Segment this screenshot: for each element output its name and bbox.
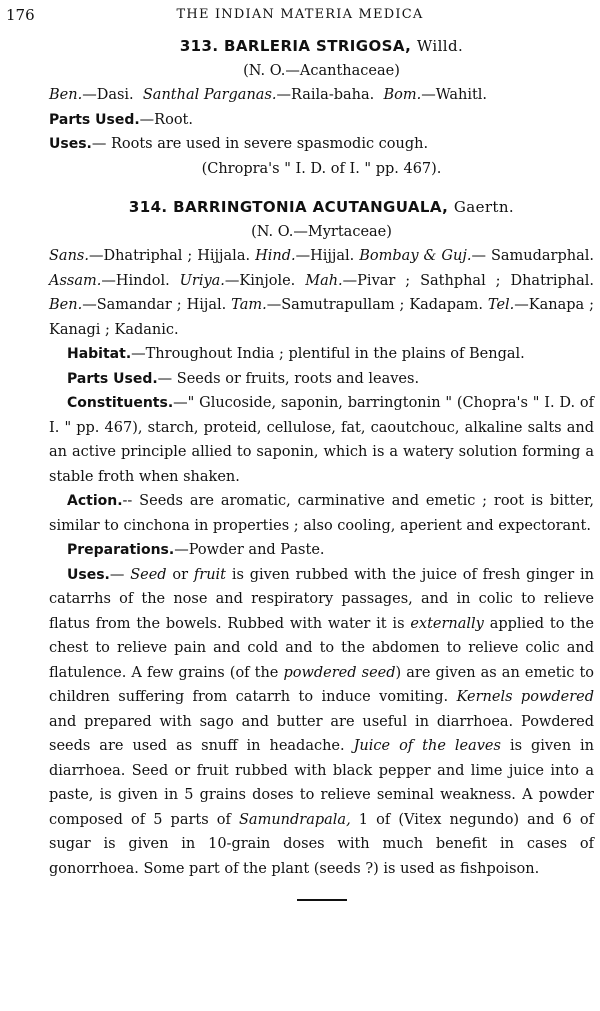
entry-314-name: BARRINGTONIA ACUTANGUALA, [173,198,449,216]
uses-italic-kernels: Kernels powdered [456,689,594,705]
name-label-uriya: Uriya. [179,272,225,289]
name-value-sans: —Dhatriphal ; Hijjala. [88,248,256,264]
uses-italic-seed: Seed [130,566,167,583]
uses-label: Uses. [49,136,92,152]
entry-313-heading [49,34,594,59]
uses-italic-juice: Juice of the leaves [353,738,501,754]
name-label-tam: Tam. [231,297,267,313]
end-rule [297,899,347,901]
uses-label: Uses. [67,566,110,583]
uses-text-4: applied to the chest to relieve pain and cold and to the abdomen to relieve colic and flatulence. A few grains (of the [49,615,594,681]
action-label: Action. [67,493,123,509]
running-title: THE INDIAN MATERIA MEDICA [176,7,424,22]
entry-314-constituents [49,391,594,489]
entry-314-heading [49,195,594,220]
entry-313-number: 313. [179,37,219,55]
name-label-santhal: Santhal Parganas. [142,87,277,103]
preparations-label: Preparations. [67,542,175,558]
name-label-mah: Mah. [305,272,343,289]
entry-313-name: BARLERIA STRIGOSA, [224,37,412,55]
constituents-label: Constituents. [67,395,174,411]
entry-314-parts-used [49,367,594,392]
name-value-bombay-guj: — Samudarphal. [471,248,594,264]
name-value-hind: —Hijjal. [295,248,360,264]
entry-314-vernacular-names [49,244,594,342]
name-label-ben: Ben. [49,297,83,313]
name-value-uriya: —Kinjole. [224,272,306,289]
entry-314-habitat [49,342,594,367]
entry-314-uses [49,563,594,882]
entry-314-number: 314. [128,198,168,216]
uses-value: — Roots are used in severe spasmodic cough. [91,136,429,152]
parts-used-value: —Root. [139,111,193,128]
entry-314-preparations [49,538,594,563]
name-label-tel: Tel. [487,297,515,313]
name-label-hind: Hind. [255,248,296,264]
parts-used-value: — Seeds or fruits, roots and leaves. [157,370,420,387]
name-label-sans: Sans. [49,248,89,264]
name-label-ben: Ben. [49,87,83,103]
name-value-santhal: —Raila-baha. [276,87,375,103]
entry-313-uses [49,132,594,157]
entry-314-author: Gaertn. [453,198,515,216]
parts-used-label: Parts Used. [67,370,158,387]
name-value-ben: —Dasi. [82,87,134,103]
uses-italic-fruit: fruit [193,566,226,583]
name-label-bom: Bom. [383,87,422,103]
preparations-value: —Powder and Paste. [174,542,325,558]
entry-313-parts-used [49,108,594,133]
uses-italic-samundrapala: Samundrapala, [239,811,351,828]
entry-313-author: Willd. [416,37,464,55]
habitat-value: —Throughout India ; plentiful in the plains of Bengal. [131,346,525,362]
entry-314-order: (N. O.—Myrtaceae) [251,223,392,240]
page-body [49,34,594,901]
uses-italic-externally: externally [410,615,484,632]
name-value-bom: —Wahitl. [421,87,488,103]
uses-text-3: is given rubbed with the juice of fresh ginger in catarrhs of the nose and respiratory passages, and in colic to relieve flatus from the bowels. Rubbed with water it is [49,566,594,632]
constituents-value: —" Glucoside, saponin, barringtonin " (Chopra's " I. D. of I. " pp. 467), starch, proteid, cellulose, fat, caoutchouc, alkaline salts and an active principle allied to saponin, which is a watery solution forming a stable froth when shaken. [49,395,594,485]
habitat-label: Habitat. [67,346,132,362]
parts-used-label: Parts Used. [49,111,140,128]
name-value-mah: —Pivar ; Sathphal ; Dhatriphal. [342,272,594,289]
uses-text-6: and prepared with sago and butter are useful in diarrhoea. Powdered seeds are used as snuff in headache. [49,713,594,754]
name-label-assam: Assam. [49,272,102,289]
action-value: -- Seeds are aromatic, carminative and emetic ; root is bitter, similar to cinchona in properties ; also cooling, aperient and expectorant. [49,493,594,534]
entry-314-action [49,489,594,538]
name-label-bombay-guj: Bombay & Guj. [359,248,472,264]
uses-italic-powdered-seed: powdered seed [283,664,396,681]
entry-313-vernacular-names [49,83,594,108]
uses-text-5: ) are given as an emetic to children suffering from catarrh to induce vomiting. [49,664,595,705]
page-number: 176 [6,6,35,24]
entry-313-reference: (Chropra's " I. D. of I. " pp. 467). [201,160,442,177]
uses-text-1: — [109,566,131,583]
name-value-assam: —Hindol. [101,272,180,289]
entry-313-order: (N. O.—Acanthaceae) [243,62,400,79]
running-header [6,4,594,26]
name-value-ben: —Samandar ; Hijal. [82,297,232,313]
uses-text-7: is given in diarrhoea. Seed or fruit rubbed with black pepper and lime juice into a paste, is given in 5 grains doses to relieve seminal weakness. A powder composed of 5 parts of [49,738,594,828]
uses-text-2: or [166,566,194,583]
name-value-tam: —Samutrapullam ; Kadapam. [266,297,488,313]
uses-text-8: 1 of (Vitex negundo) and 6 of sugar is given in 10-grain doses with much benefit in cases of gonorrhoea. Some part of the plant (seeds ?) is used as fishpoison. [49,811,594,877]
name-value-tel: —Kanapa ; Kanagi ; Kadanic. [49,297,594,338]
